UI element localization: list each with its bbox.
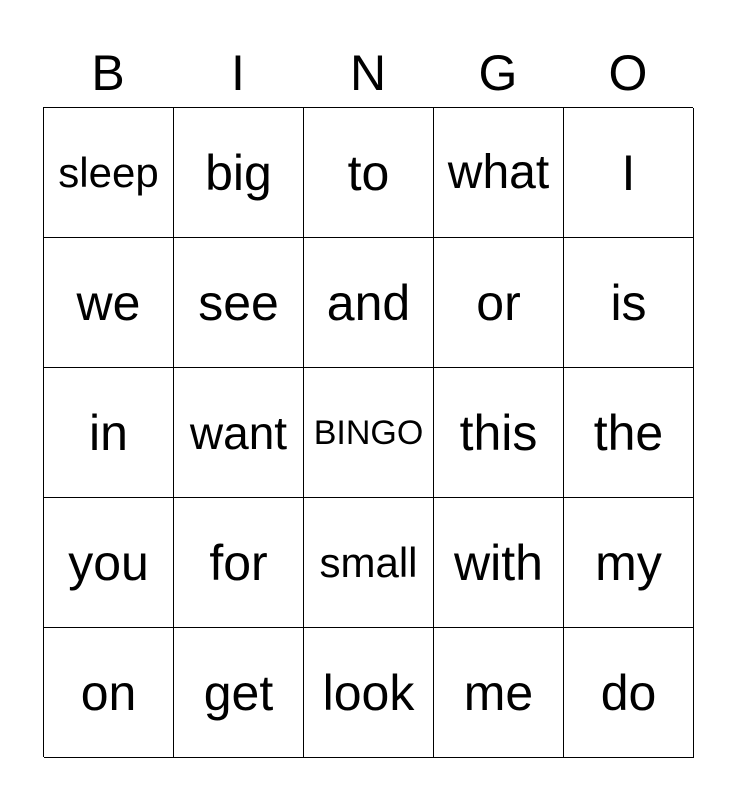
bingo-cell[interactable]: I xyxy=(564,108,694,238)
bingo-cell[interactable]: look xyxy=(304,628,434,758)
bingo-cell[interactable]: get xyxy=(174,628,304,758)
bingo-cell[interactable]: for xyxy=(174,498,304,628)
bingo-cell[interactable]: big xyxy=(174,108,304,238)
bingo-cell[interactable]: with xyxy=(434,498,564,628)
header-letter-g: G xyxy=(478,45,518,101)
bingo-header xyxy=(43,38,693,108)
bingo-cell[interactable]: me xyxy=(434,628,564,758)
bingo-cell[interactable]: see xyxy=(174,238,304,368)
bingo-cell[interactable]: you xyxy=(44,498,174,628)
bingo-cell[interactable]: this xyxy=(434,368,564,498)
bingo-cell[interactable]: is xyxy=(564,238,694,368)
bingo-cell[interactable]: what xyxy=(434,108,564,238)
bingo-cell[interactable]: or xyxy=(434,238,564,368)
bingo-cell[interactable]: and xyxy=(304,238,434,368)
header-letter-n: N xyxy=(349,45,387,101)
bingo-cell[interactable]: do xyxy=(564,628,694,758)
bingo-cell[interactable]: in xyxy=(44,368,174,498)
bingo-cell[interactable]: want xyxy=(174,368,304,498)
bingo-cell[interactable]: sleep xyxy=(44,108,174,238)
header-letter-i: I xyxy=(231,45,245,101)
bingo-board xyxy=(43,107,693,757)
bingo-cell[interactable]: small xyxy=(304,498,434,628)
bingo-cell[interactable]: the xyxy=(564,368,694,498)
bingo-cell[interactable]: to xyxy=(304,108,434,238)
header-letter-b: B xyxy=(91,45,125,101)
bingo-cell[interactable]: we xyxy=(44,238,174,368)
bingo-cell[interactable]: my xyxy=(564,498,694,628)
header-letter-o: O xyxy=(608,45,648,101)
bingo-cell[interactable]: on xyxy=(44,628,174,758)
free-space-cell[interactable]: BINGO xyxy=(304,368,434,498)
